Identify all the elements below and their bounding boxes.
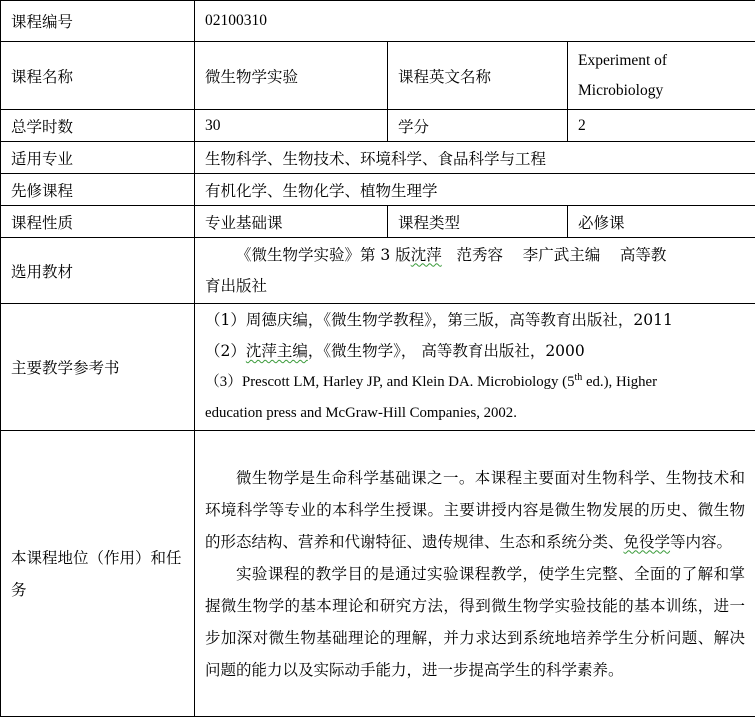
course-nature-value: 专业基础课 (195, 206, 388, 238)
course-english-name-label: 课程英文名称 (388, 42, 568, 110)
row-nature (1, 206, 755, 238)
reference-3-b: ed.), Higher (582, 374, 657, 390)
row-prereq (1, 174, 755, 206)
reference-3-a: （3）Prescott LM, Harley JP, and Klein DA. Microbiology (5 (205, 374, 574, 390)
row-course-name (1, 42, 755, 110)
course-name-label: 课程名称 (1, 42, 195, 110)
reference-3 (205, 367, 747, 398)
row-role (1, 431, 755, 717)
reference-2-author: 沈萍主编 (246, 342, 308, 360)
references-value (195, 304, 755, 431)
row-majors (1, 142, 755, 174)
credit-value: 2 (568, 110, 755, 142)
prerequisite-value: 有机化学、生物化学、植物生理学 (195, 174, 755, 206)
applicable-majors-label: 适用专业 (1, 142, 195, 174)
prerequisite-label: 先修课程 (1, 174, 195, 206)
textbook-authors-publisher: 范秀容 李广武主编 高等教 (442, 246, 667, 264)
credit-label: 学分 (388, 110, 568, 142)
reference-2-number: （2） (205, 342, 246, 360)
total-hours-value: 30 (195, 110, 388, 142)
row-references (1, 304, 755, 431)
total-hours-label: 总学时数 (1, 110, 195, 142)
textbook-line2: 育出版社 (205, 271, 747, 302)
row-course-code (1, 1, 755, 42)
course-role-label: 本课程地位（作用）和任务 (1, 431, 195, 717)
reference-3-continued: education press and McGraw-Hill Companies, 2002. (205, 398, 747, 429)
reference-2-rest: ，《微生物学》， 高等教育出版社，2000 (308, 342, 585, 360)
row-hours (1, 110, 755, 142)
course-code-value: 02100310 (195, 1, 755, 42)
role-p1-marked: 免役学 (624, 533, 671, 551)
course-role-value (195, 431, 755, 717)
course-code-label: 课程编号 (1, 1, 195, 42)
course-name-value: 微生物学实验 (195, 42, 388, 110)
course-type-label: 课程类型 (388, 206, 568, 238)
row-textbook (1, 238, 755, 304)
reference-3-sup: th (574, 372, 582, 383)
textbook-author-marked: 沈萍 (411, 246, 442, 264)
textbook-line1 (205, 240, 747, 271)
reference-1: （1）周德庆编，《微生物学教程》，第三版，高等教育出版社，2011 (205, 305, 747, 336)
role-paragraph-2: 实验课程的教学目的是通过实验课程教学，使学生完整、全面的了解和掌握微生物学的基本理论和研究方法，得到微生物学实验技能的基本训练，进一步加深对微生物基础理论的理解，并力求达到系统地培养学生分析问题、解决问题的能力以及实际动手能力，进一步提高学生的科学素养。 (205, 558, 745, 686)
course-english-name-value (568, 42, 755, 110)
role-paragraph-1 (205, 462, 745, 558)
role-p1-c: 等内容。 (670, 533, 732, 551)
textbook-value (195, 238, 755, 304)
reference-2 (205, 336, 747, 367)
textbook-label: 选用教材 (1, 238, 195, 304)
english-name-line2: Microbiology (578, 82, 663, 99)
english-name-line1: Experiment of (578, 52, 667, 69)
references-label: 主要教学参考书 (1, 304, 195, 431)
applicable-majors-value: 生物科学、生物技术、环境科学、食品科学与工程 (195, 142, 755, 174)
role-p1-a: 微生物学是生命科学基础课之一。本课程主要面对生物科学、生物技术和环境科学等专业的本科学生授课。主要讲授内容是微生物发展的历史、微生物的形态结构、营养和代谢特征、遗传规律、生态和系统分类、 (205, 469, 745, 551)
textbook-title: 《微生物学实验》第 3 版 (236, 246, 411, 264)
course-nature-label: 课程性质 (1, 206, 195, 238)
course-type-value: 必修课 (568, 206, 755, 238)
